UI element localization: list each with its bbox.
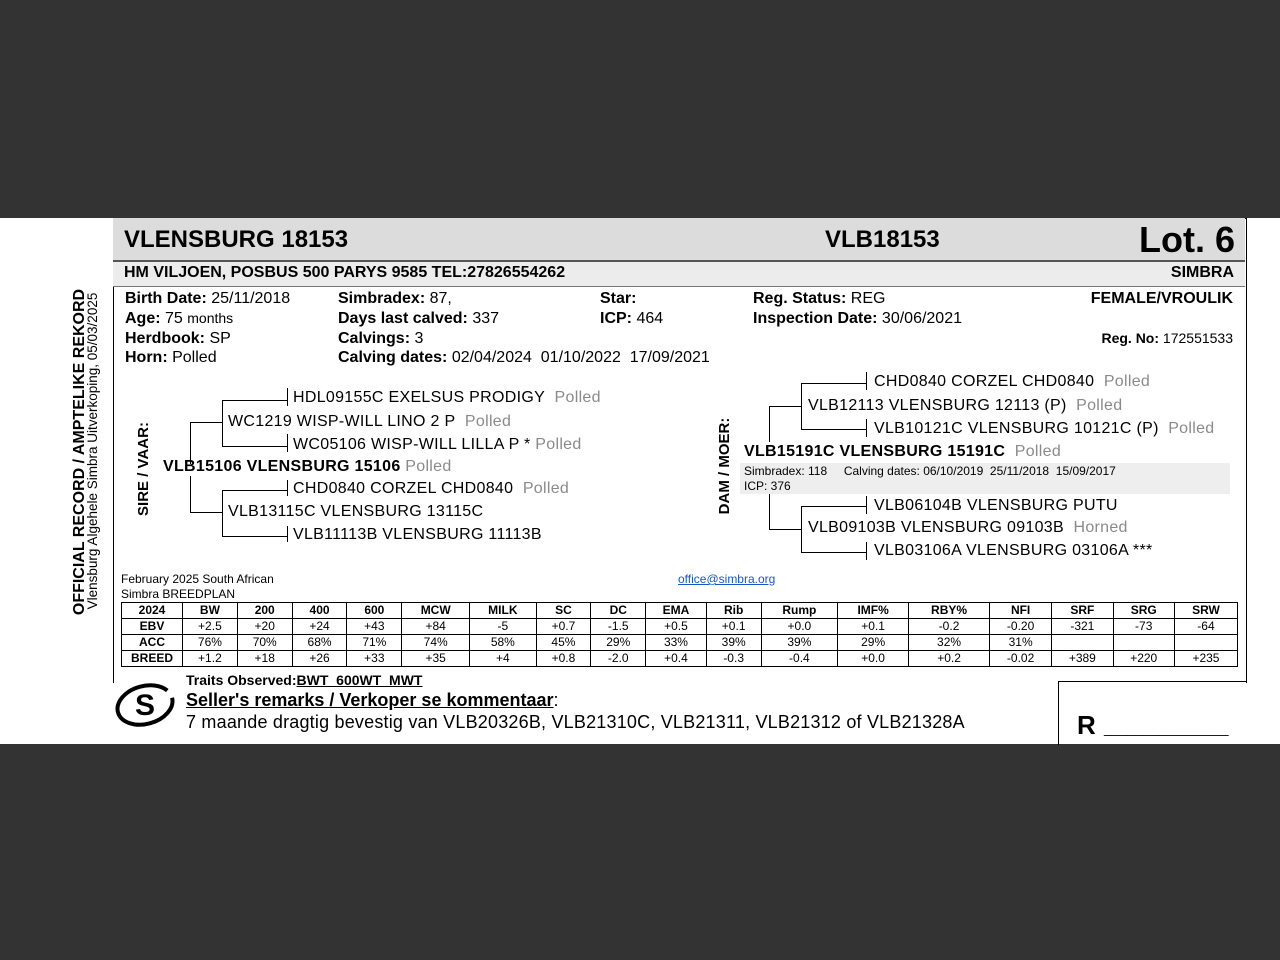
sex: FEMALE/VROULIK xyxy=(1090,290,1233,307)
title-bar xyxy=(113,218,1245,262)
col-header: 200 xyxy=(237,603,292,619)
acc-cell xyxy=(1113,635,1174,651)
icp: ICP: 464 xyxy=(600,310,664,327)
col-header: IMF% xyxy=(838,603,909,619)
acc-cell xyxy=(1174,635,1237,651)
breed-cell: -0.3 xyxy=(706,651,761,667)
traits-observed: Traits Observed:BWT 600WT MWT xyxy=(186,672,423,688)
col-header: MILK xyxy=(470,603,536,619)
dam-sire-dam: VLB10121C VLENSBURG 10121C (P) Polled xyxy=(874,420,1215,437)
ebv-cell: -0.20 xyxy=(990,619,1052,635)
acc-row xyxy=(122,635,1238,651)
ebv-cell: +0.1 xyxy=(706,619,761,635)
breed-cell: +26 xyxy=(292,651,347,667)
dam-dam: VLB09103B VLENSBURG 09103B Horned xyxy=(808,519,1128,536)
col-header: EMA xyxy=(646,603,707,619)
acc-cell: 29% xyxy=(591,635,646,651)
col-header: MCW xyxy=(402,603,470,619)
star: Star: xyxy=(600,290,637,307)
ebv-cell: -64 xyxy=(1174,619,1237,635)
birth-date: Birth Date: 25/11/2018 xyxy=(125,290,291,307)
calvings: Calvings: 3 xyxy=(338,330,424,347)
ebv-cell: +20 xyxy=(237,619,292,635)
ebv-cell: -73 xyxy=(1113,619,1174,635)
acc-cell: 76% xyxy=(183,635,238,651)
col-header: NFI xyxy=(990,603,1052,619)
acc-cell: 32% xyxy=(909,635,990,651)
owner-details: HM VILJOEN, POSBUS 500 PARYS 9585 TEL:27826554262 xyxy=(124,264,566,281)
days-last-calved: Days last calved: 337 xyxy=(338,310,500,327)
acc-cell: 70% xyxy=(237,635,292,651)
ebv-cell: -1.5 xyxy=(591,619,646,635)
breed-cell: +220 xyxy=(1113,651,1174,667)
col-header: RBY% xyxy=(909,603,990,619)
breed-cell: -2.0 xyxy=(591,651,646,667)
animal-id: VLB18153 xyxy=(825,226,940,253)
ebv-cell: +43 xyxy=(347,619,402,635)
breed-cell: +1.2 xyxy=(183,651,238,667)
sire-label: SIRE / VAAR: xyxy=(135,422,152,516)
dam-label: DAM / MOER: xyxy=(716,417,733,515)
official-record-label: OFFICIAL RECORD / AMPTELIKE REKORD xyxy=(71,288,88,616)
ebv-table xyxy=(121,602,1238,667)
acc-cell: 39% xyxy=(761,635,838,651)
sale-name-label: Vlensburg Algehele Simbra Uitverkoping, 05/03/2025 xyxy=(85,292,100,610)
ebv-cell: -0.2 xyxy=(909,619,990,635)
breed-cell: +0.4 xyxy=(646,651,707,667)
acc-cell: 29% xyxy=(838,635,909,651)
calving-dates: Calving dates: 02/04/2024 01/10/2022 17/09/2021 xyxy=(338,349,710,366)
dam-info-line1: Simbradex: 118 Calving dates: 06/10/2019 25/11/2018 15/09/2017 xyxy=(744,464,1116,478)
col-header: SRG xyxy=(1113,603,1174,619)
price-line[interactable]: ________________ xyxy=(1104,720,1229,736)
breed-cell: +235 xyxy=(1174,651,1237,667)
dam-dam-sire: VLB06104B VLENSBURG PUTU xyxy=(874,497,1118,514)
logo-letter: S xyxy=(134,689,156,722)
acc-cell: 33% xyxy=(646,635,707,651)
ebv-cell: +0.0 xyxy=(761,619,838,635)
breed-cell: +0.0 xyxy=(838,651,909,667)
breed-cell: +33 xyxy=(347,651,402,667)
dam-info-line2: ICP: 376 xyxy=(744,479,791,493)
breed-cell: -0.02 xyxy=(990,651,1052,667)
col-header: DC xyxy=(591,603,646,619)
ebv-cell: +0.7 xyxy=(536,619,591,635)
dam-sire: VLB12113 VLENSBURG 12113 (P) Polled xyxy=(808,397,1123,414)
age: Age: 75 months xyxy=(125,310,234,327)
dam-info-box xyxy=(740,463,1230,494)
row-label: EBV xyxy=(122,619,183,635)
col-header: BW xyxy=(183,603,238,619)
acc-cell: 31% xyxy=(990,635,1052,651)
ebv-cell: +2.5 xyxy=(183,619,238,635)
dam-dam-dam: VLB03106A VLENSBURG 03106A *** xyxy=(874,542,1153,559)
row-label: BREED xyxy=(122,651,183,667)
acc-cell xyxy=(1052,635,1113,651)
price-box xyxy=(1058,681,1246,745)
dam-sire-sire: CHD0840 CORZEL CHD0840 Polled xyxy=(874,373,1151,390)
seller-remarks: 7 maande dragtig bevestig van VLB20326B, VLB21310C, VLB21311, VLB21312 of VLB21328A xyxy=(186,712,965,732)
sire-sire-sire: HDL09155C EXELSUS PRODIGY Polled xyxy=(293,389,601,406)
breed-cell: +35 xyxy=(402,651,470,667)
sire-dam: VLB13115C VLENSBURG 13115C xyxy=(228,503,484,520)
simbra-logo-icon xyxy=(114,680,176,733)
reg-number: Reg. No: 172551533 xyxy=(1101,330,1233,346)
acc-cell: 68% xyxy=(292,635,347,651)
col-header: SC xyxy=(536,603,591,619)
breed-cell: +0.2 xyxy=(909,651,990,667)
acc-cell: 58% xyxy=(470,635,536,651)
ebv-header-row xyxy=(122,603,1238,619)
ebv-cell: +84 xyxy=(402,619,470,635)
seller-remarks-heading: Seller's remarks / Verkoper se kommentaar: xyxy=(186,690,559,710)
lot-number: Lot. 6 xyxy=(1139,219,1235,260)
col-header: Rib xyxy=(706,603,761,619)
breed-cell: +4 xyxy=(470,651,536,667)
breed-cell: +0.8 xyxy=(536,651,591,667)
breed-name: SIMBRA xyxy=(1170,264,1234,281)
breed-cell: -0.4 xyxy=(761,651,838,667)
price-currency: R xyxy=(1077,710,1096,740)
inspection-date: Inspection Date: 30/06/2021 xyxy=(753,310,962,327)
breed-row xyxy=(122,651,1238,667)
reg-status: Reg. Status: REG xyxy=(753,290,886,307)
sale-catalogue-page xyxy=(0,218,1280,744)
animal-name: VLENSBURG 18153 xyxy=(124,226,349,253)
sire-sire: WC1219 WISP-WILL LINO 2 P Polled xyxy=(228,413,512,430)
dam-name: VLB15191C VLENSBURG 15191C Polled xyxy=(744,443,1062,460)
ebv-cell: -5 xyxy=(470,619,536,635)
evaluation-line2: Simbra BREEDPLAN xyxy=(121,587,236,601)
traits-list: BWT 600WT MWT xyxy=(296,672,423,688)
sire-name: VLB15106 VLENSBURG 15106 Polled xyxy=(163,458,452,475)
acc-cell: 45% xyxy=(536,635,591,651)
ebv-cell: +24 xyxy=(292,619,347,635)
col-header: 600 xyxy=(347,603,402,619)
herdbook: Herdbook: SP xyxy=(125,330,231,347)
acc-cell: 74% xyxy=(402,635,470,651)
email-link[interactable]: office@simbra.org xyxy=(678,572,776,586)
ebv-cell: +0.1 xyxy=(838,619,909,635)
col-header: 2024 xyxy=(122,603,183,619)
simbradex: Simbradex: 87, xyxy=(338,290,452,307)
col-header: SRW xyxy=(1174,603,1237,619)
ebv-cell: -321 xyxy=(1052,619,1113,635)
owner-bar xyxy=(113,262,1245,287)
sire-dam-dam: VLB11113B VLENSBURG 11113B xyxy=(293,526,542,543)
col-header: 400 xyxy=(292,603,347,619)
acc-cell: 71% xyxy=(347,635,402,651)
row-label: ACC xyxy=(122,635,183,651)
sire-sire-dam: WC05106 WISP-WILL LILLA P * Polled xyxy=(293,436,582,453)
col-header: SRF xyxy=(1052,603,1113,619)
evaluation-line1: February 2025 South African xyxy=(121,572,274,586)
breed-cell: +18 xyxy=(237,651,292,667)
sire-dam-sire: CHD0840 CORZEL CHD0840 Polled xyxy=(293,480,570,497)
acc-cell: 39% xyxy=(706,635,761,651)
ebv-row xyxy=(122,619,1238,635)
col-header: Rump xyxy=(761,603,838,619)
horn-status: Horn: Polled xyxy=(125,349,217,366)
breed-cell: +389 xyxy=(1052,651,1113,667)
ebv-cell: +0.5 xyxy=(646,619,707,635)
